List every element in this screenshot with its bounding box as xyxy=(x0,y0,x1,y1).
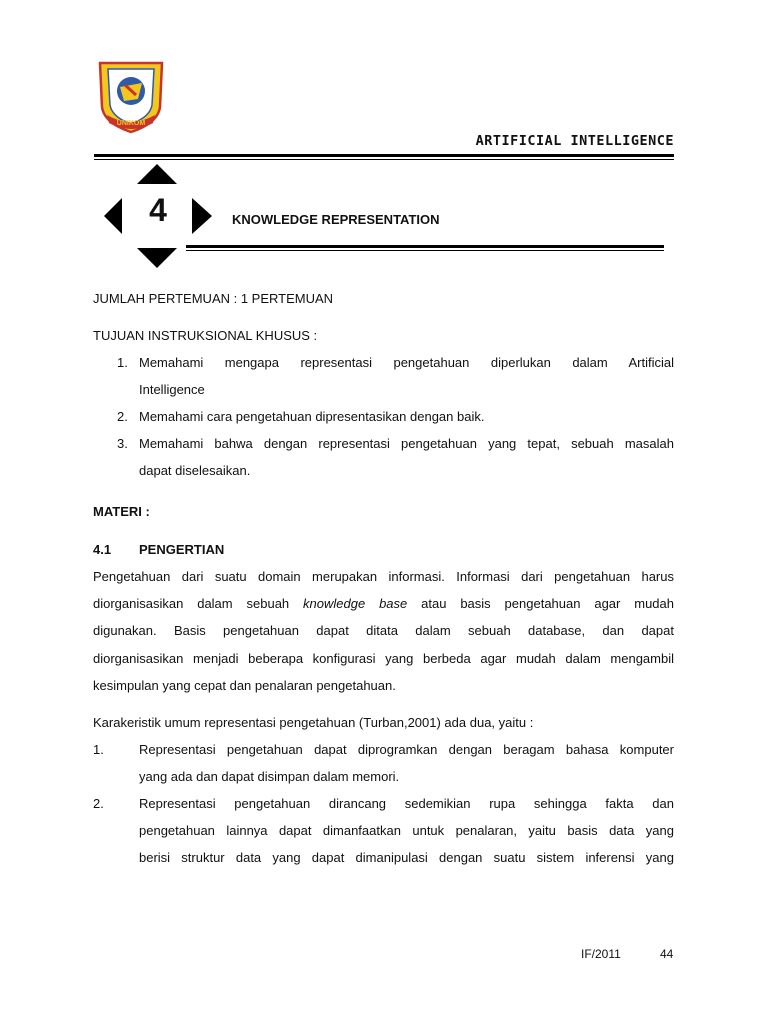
header-title: ARTIFICIAL INTELLIGENCE xyxy=(475,133,674,149)
characteristic-text-cont: yang ada dan dapat disimpan dalam memori. xyxy=(139,769,400,784)
objective-text-cont: dapat diselesaikan. xyxy=(139,463,251,478)
unikom-logo xyxy=(92,57,170,135)
chapter-title: KNOWLEDGE REPRESENTATION xyxy=(232,212,440,227)
characteristic-item xyxy=(93,790,674,871)
materi-heading: MATERI : xyxy=(93,504,150,519)
characteristic-number: 2. xyxy=(93,796,104,811)
chapter-rule-thin xyxy=(186,250,664,251)
objective-number: 2. xyxy=(117,409,128,424)
chapter-rule xyxy=(186,245,664,248)
paragraph-text: atau basis pengetahuan agar mudah xyxy=(407,596,674,611)
objective-number: 1. xyxy=(117,355,128,370)
meeting-count: JUMLAH PERTEMUAN : 1 PERTEMUAN xyxy=(93,291,334,306)
objective-item xyxy=(117,349,674,403)
characteristic-text: Representasi pengetahuan dapat diprogramkan dengan beragam bahasa komputer xyxy=(139,742,674,757)
svg-text:UNIKOM: UNIKOM xyxy=(116,120,146,127)
characteristic-text-cont: pengetahuan lainnya dapat dimanfaatkan untuk penalaran, yaitu basis data yang xyxy=(139,823,674,838)
objective-number: 3. xyxy=(117,436,128,451)
footer-course: IF/2011 xyxy=(581,947,621,961)
section-number: 4.1 xyxy=(93,542,112,557)
chapter-number: 4 xyxy=(149,192,167,228)
characteristics-intro: Karakeristik umum representasi pengetahuan (Turban,2001) ada dua, yaitu : xyxy=(93,715,534,730)
paragraph-line: kesimpulan yang cepat dan penalaran pengetahuan. xyxy=(93,678,396,693)
paragraph-italic: knowledge base xyxy=(303,596,408,611)
objective-text: Memahami mengapa representasi pengetahuan diperlukan dalam Artificial xyxy=(139,355,674,370)
header-rule xyxy=(94,154,674,157)
paragraph-line xyxy=(93,590,674,617)
objective-text: Memahami cara pengetahuan dipresentasikan dengan baik. xyxy=(139,409,485,424)
characteristic-number: 1. xyxy=(93,742,104,757)
characteristic-text-cont: berisi struktur data yang dapat dimanipulasi dengan suatu sistem inferensi yang xyxy=(139,850,674,865)
objective-text-cont: Intelligence xyxy=(139,382,205,397)
paragraph-line: digunakan. Basis pengetahuan dapat ditata dalam sebuah database, dan dapat xyxy=(93,623,674,638)
characteristic-item xyxy=(93,736,674,790)
objective-text: Memahami bahwa dengan representasi pengetahuan yang tepat, sebuah masalah xyxy=(139,436,674,451)
objective-item xyxy=(117,403,674,430)
header-rule-thin xyxy=(94,159,674,160)
page-number: 44 xyxy=(660,947,674,961)
objectives-heading: TUJUAN INSTRUKSIONAL KHUSUS : xyxy=(93,328,318,343)
paragraph-text: diorganisasikan dalam sebuah xyxy=(93,596,304,611)
characteristic-text: Representasi pengetahuan dirancang sedemikian rupa sehingga fakta dan xyxy=(139,796,674,811)
paragraph-line: Pengetahuan dari suatu domain merupakan informasi. Informasi dari pengetahuan harus xyxy=(93,569,674,584)
objective-item xyxy=(117,430,674,484)
paragraph-line: diorganisasikan menjadi beberapa konfigurasi yang berbeda agar mudah dalam mengambil xyxy=(93,651,674,666)
section-title: PENGERTIAN xyxy=(139,542,225,557)
